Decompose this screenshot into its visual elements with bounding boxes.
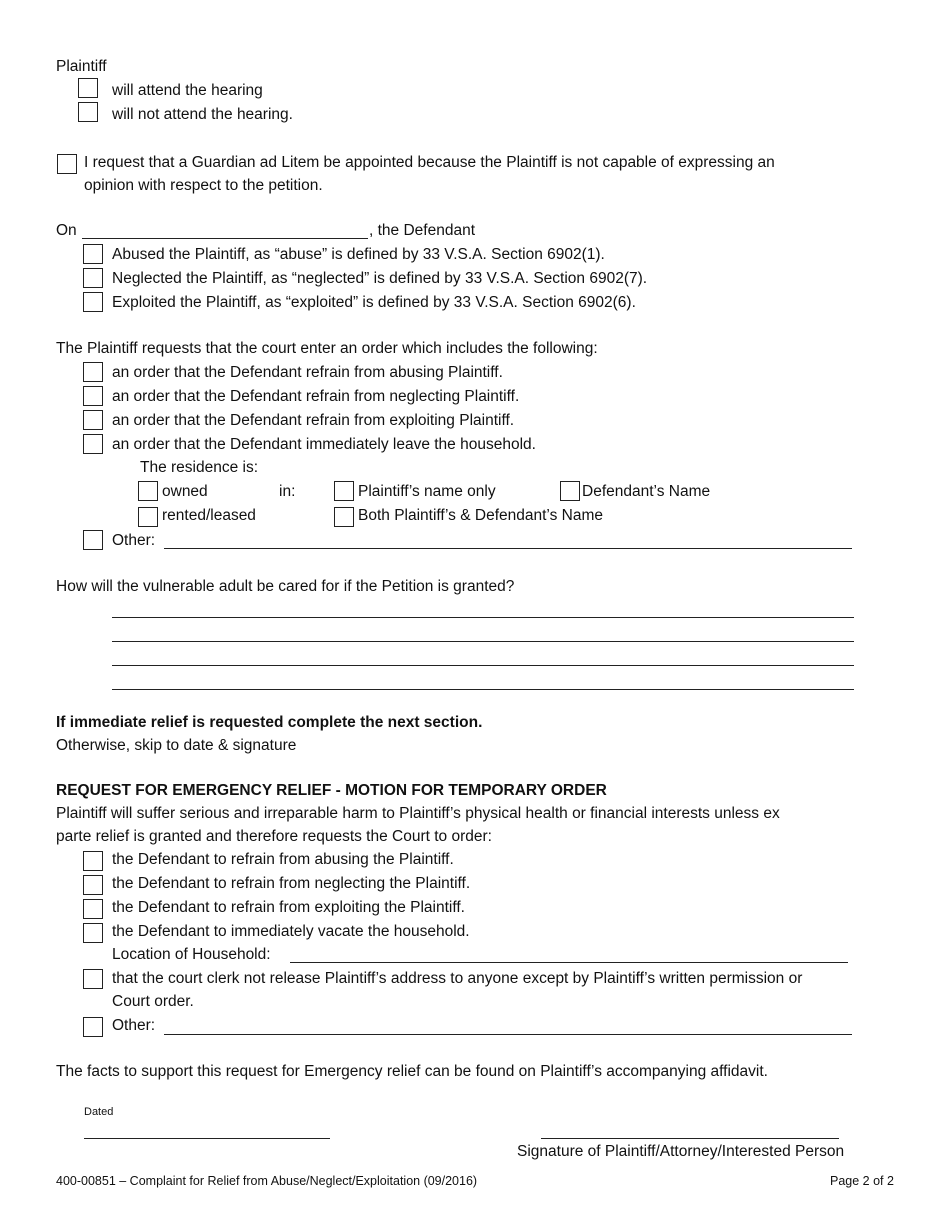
- order-neglecting-checkbox[interactable]: [83, 386, 103, 406]
- exploited-checkbox[interactable]: [83, 292, 103, 312]
- guardian-checkbox[interactable]: [57, 154, 77, 174]
- emergency-exploiting-checkbox[interactable]: [83, 899, 103, 919]
- plaintiff-only-checkbox[interactable]: [334, 481, 354, 501]
- abused-checkbox[interactable]: [83, 244, 103, 264]
- location-household-line[interactable]: [290, 962, 848, 963]
- signature-line[interactable]: [541, 1138, 839, 1139]
- form-id: 400-00851 – Complaint for Relief from Abuse/Neglect/Exploitation (09/2016): [56, 1174, 478, 1188]
- date-line[interactable]: [84, 1138, 330, 1139]
- order-neglecting-label: an order that the Defendant refrain from neglecting Plaintiff.: [112, 388, 520, 405]
- emergency-other-checkbox[interactable]: [83, 1017, 103, 1037]
- order-leave-label: an order that the Defendant immediately leave the household.: [112, 436, 536, 453]
- plaintiff-label: Plaintiff: [56, 58, 107, 75]
- neglected-label: Neglected the Plaintiff, as “neglected” is defined by 33 V.S.A. Section 6902(7).: [112, 270, 648, 287]
- address-protect-line1: that the court clerk not release Plaintiff’s address to anyone except by Plaintiff’s written permission or: [112, 970, 803, 987]
- care-answer-line-2[interactable]: [112, 641, 854, 642]
- address-protect-line2: Court order.: [112, 993, 194, 1010]
- order-exploiting-label: an order that the Defendant refrain from exploiting Plaintiff.: [112, 412, 515, 429]
- dated-label: Dated: [84, 1106, 114, 1118]
- owned-checkbox[interactable]: [138, 481, 158, 501]
- both-names-checkbox[interactable]: [334, 507, 354, 527]
- order-abusing-label: an order that the Defendant refrain from abusing Plaintiff.: [112, 364, 503, 381]
- in-label: in:: [279, 483, 296, 500]
- order-other-line[interactable]: [164, 548, 852, 549]
- emergency-vacate-checkbox[interactable]: [83, 923, 103, 943]
- will-not-attend-label: will not attend the hearing.: [112, 106, 293, 123]
- immediate-relief-heading: If immediate relief is requested complete the next section.: [56, 714, 483, 731]
- emergency-other-line[interactable]: [164, 1034, 852, 1035]
- page-number: Page 2 of 2: [830, 1174, 894, 1188]
- residence-label: The residence is:: [140, 459, 259, 476]
- emergency-exploiting-label: the Defendant to refrain from exploiting the Plaintiff.: [112, 899, 465, 916]
- care-answer-line-4[interactable]: [112, 689, 854, 690]
- care-answer-line-3[interactable]: [112, 665, 854, 666]
- order-leave-checkbox[interactable]: [83, 434, 103, 454]
- guardian-text-line2: opinion with respect to the petition.: [84, 177, 323, 194]
- emergency-abusing-label: the Defendant to refrain from abusing the Plaintiff.: [112, 851, 454, 868]
- emergency-other-label: Other:: [112, 1017, 156, 1034]
- both-names-label: Both Plaintiff’s & Defendant’s Name: [358, 507, 603, 524]
- facts-statement: The facts to support this request for Emergency relief can be found on Plaintiff’s accompanying affidavit.: [56, 1063, 768, 1080]
- emergency-neglecting-checkbox[interactable]: [83, 875, 103, 895]
- neglected-checkbox[interactable]: [83, 268, 103, 288]
- abused-label: Abused the Plaintiff, as “abuse” is defined by 33 V.S.A. Section 6902(1).: [112, 246, 605, 263]
- will-attend-checkbox[interactable]: [78, 78, 98, 98]
- care-question: How will the vulnerable adult be cared for if the Petition is granted?: [56, 578, 515, 595]
- emergency-intro-line1: Plaintiff will suffer serious and irreparable harm to Plaintiff’s physical health or financial interests unless ex: [56, 805, 780, 822]
- immediate-relief-skip: Otherwise, skip to date & signature: [56, 737, 297, 754]
- defendant-label: , the Defendant: [369, 222, 475, 239]
- rented-label: rented/leased: [162, 507, 256, 524]
- rented-checkbox[interactable]: [138, 507, 158, 527]
- defendant-name-label: Defendant’s Name: [582, 483, 711, 500]
- order-exploiting-checkbox[interactable]: [83, 410, 103, 430]
- on-label: On: [56, 222, 77, 239]
- plaintiff-only-label: Plaintiff’s name only: [358, 483, 496, 500]
- guardian-text-line1: I request that a Guardian ad Litem be appointed because the Plaintiff is not capable of expressing an: [84, 154, 775, 171]
- exploited-label: Exploited the Plaintiff, as “exploited” is defined by 33 V.S.A. Section 6902(6).: [112, 294, 636, 311]
- signature-label: Signature of Plaintiff/Attorney/Interested Person: [517, 1143, 845, 1160]
- order-abusing-checkbox[interactable]: [83, 362, 103, 382]
- emergency-vacate-label: the Defendant to immediately vacate the household.: [112, 923, 470, 940]
- owned-label: owned: [162, 483, 208, 500]
- location-household-label: Location of Household:: [112, 946, 271, 963]
- emergency-abusing-checkbox[interactable]: [83, 851, 103, 871]
- will-not-attend-checkbox[interactable]: [78, 102, 98, 122]
- emergency-neglecting-label: the Defendant to refrain from neglecting the Plaintiff.: [112, 875, 471, 892]
- emergency-intro-line2: parte relief is granted and therefore requests the Court to order:: [56, 828, 492, 845]
- incident-date-line[interactable]: [82, 238, 368, 239]
- emergency-heading: REQUEST FOR EMERGENCY RELIEF - MOTION FOR TEMPORARY ORDER: [56, 782, 607, 799]
- care-answer-line-1[interactable]: [112, 617, 854, 618]
- will-attend-label: will attend the hearing: [112, 82, 263, 99]
- order-other-checkbox[interactable]: [83, 530, 103, 550]
- address-protect-checkbox[interactable]: [83, 969, 103, 989]
- order-request-intro: The Plaintiff requests that the court enter an order which includes the following:: [56, 340, 598, 357]
- defendant-name-checkbox[interactable]: [560, 481, 580, 501]
- order-other-label: Other:: [112, 532, 156, 549]
